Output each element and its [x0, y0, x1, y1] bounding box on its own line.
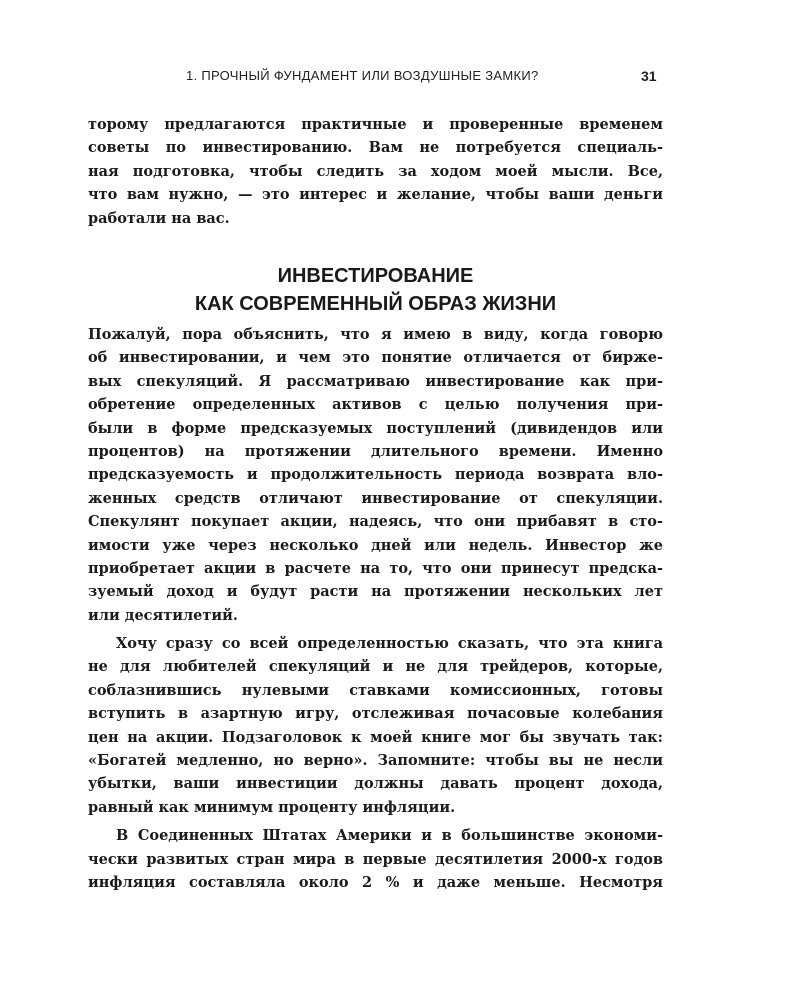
- text-line: Хочу сразу со всей определенностью сказать, что эта книга: [116, 635, 663, 653]
- text-line: В Соединенных Штатах Америки и в большинстве экономи-: [116, 827, 663, 845]
- text-line: вступить в азартную игру, отслеживая почасовые колебания: [88, 705, 663, 723]
- text-line: соблазнившись нулевыми ставками комиссионных, готовы: [88, 681, 663, 699]
- text-line: или десятилетий.: [88, 606, 238, 624]
- text-line: «Богатей медленно, но верно». Запомните: чтобы вы не несли: [88, 752, 663, 770]
- running-head: [88, 68, 660, 92]
- text-line: убытки, ваши инвестиции должны давать процент дохода,: [88, 775, 663, 793]
- text-line: приобретает акции в расчете на то, что они принесут предска-: [88, 559, 663, 577]
- paragraph: [88, 632, 663, 819]
- section-heading-line-2: КАК СОВРЕМЕННЫЙ ОБРАЗ ЖИЗНИ: [194, 293, 557, 315]
- text-line: были в форме предсказуемых поступлений (дивидендов или: [88, 419, 663, 437]
- text-line: что вам нужно, — это интерес и желание, чтобы ваши деньги: [88, 186, 663, 204]
- text-line: чески развитых стран мира в первые десятилетия 2000-х годов: [88, 850, 663, 868]
- section-heading: [88, 262, 663, 318]
- text-line: равный как минимум проценту инфляции.: [88, 798, 456, 816]
- chapter-title: 1. ПРОЧНЫЙ ФУНДАМЕНТ ИЛИ ВОЗДУШНЫЕ ЗАМКИ?: [186, 68, 539, 83]
- text-line: советы по инвестированию. Вам не потребуется специаль-: [88, 139, 663, 157]
- text-line: цен на акции. Подзаголовок к моей книге мог бы звучать так:: [88, 728, 663, 746]
- text-line: инфляция составляла около 2 % и даже меньше. Несмотря: [88, 873, 663, 891]
- intro-paragraph: [88, 113, 663, 230]
- section-heading-line-1: ИНВЕСТИРОВАНИЕ: [277, 265, 474, 287]
- paragraph: [88, 323, 663, 627]
- section-body: [88, 323, 663, 894]
- text-line: не для любителей спекуляций и не для трейдеров, которые,: [88, 658, 663, 676]
- text-line: ная подготовка, чтобы следить за ходом моей мысли. Все,: [88, 162, 663, 180]
- text-line: зуемый доход и будут расти на протяжении нескольких лет: [88, 583, 663, 601]
- text-line: обретение определенных активов с целью получения при-: [88, 396, 663, 414]
- text-line: женных средств отличают инвестирование от спекуляции.: [88, 489, 663, 507]
- text-line: Спекулянт покупает акции, надеясь, что они прибавят в сто-: [88, 513, 663, 531]
- text-line: процентов) на протяжении длительного времени. Именно: [88, 442, 663, 460]
- text-line: предсказуемость и продолжительность периода возврата вло-: [88, 466, 663, 484]
- text-line: работали на вас.: [88, 209, 230, 227]
- text-line: имости уже через несколько дней или недель. Инвестор же: [88, 536, 663, 554]
- text-line: торому предлагаются практичные и проверенные временем: [88, 116, 663, 133]
- paragraph: [88, 824, 663, 894]
- page-number: 31: [641, 68, 657, 84]
- text-line: вых спекуляций. Я рассматриваю инвестирование как при-: [88, 372, 663, 390]
- text-line: Пожалуй, пора объяснить, что я имею в виду, когда говорю: [88, 326, 663, 343]
- text-line: об инвестировании, и чем это понятие отличается от бирже-: [88, 349, 663, 367]
